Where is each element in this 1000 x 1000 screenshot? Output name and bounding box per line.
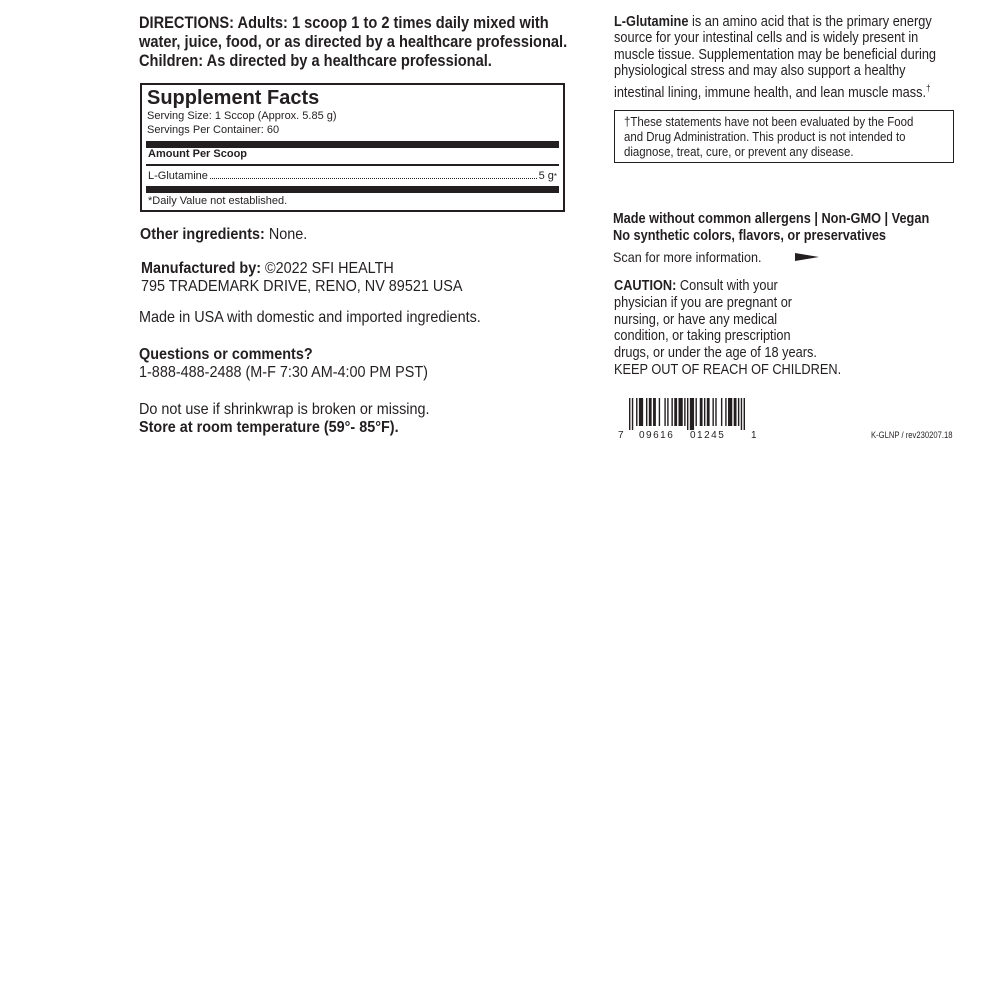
made-in-statement (139, 309, 519, 327)
caution-label: CAUTION: (614, 278, 677, 294)
manufacturer-company: ©2022 SFI HEALTH (265, 260, 394, 277)
barcode-bar (721, 398, 722, 426)
serving-info (147, 109, 337, 137)
barcode-bar (690, 398, 694, 430)
barcode-right-group: 01245 (690, 430, 726, 441)
barcode-bar (664, 398, 665, 426)
barcode-bar (741, 398, 742, 430)
barcode-bar (636, 398, 637, 426)
barcode-left-group: 09616 (639, 430, 675, 441)
scan-prompt (613, 249, 778, 265)
thick-divider (146, 141, 559, 148)
product-code-text: K-GLNP / rev230207.18 (871, 430, 953, 440)
barcode-bar (707, 398, 710, 426)
barcode-bar (674, 398, 677, 426)
directions-line-1: DIRECTIONS: Adults: 1 scoop 1 to 2 times daily mixed with (139, 13, 549, 32)
directions-line-3: Children: As directed by a healthcare professional. (139, 51, 492, 70)
fda-disclaimer-box (614, 110, 954, 163)
barcode-bar (738, 398, 739, 426)
servings-per-container: Servings Per Container: 60 (147, 124, 280, 136)
caution-line-4: condition, or taking prescription (614, 328, 791, 345)
caution-block (614, 278, 872, 379)
barcode-bar (715, 398, 716, 426)
fda-disclaimer-text (624, 114, 953, 159)
barcode-icon (629, 398, 745, 430)
disclaimer-line-3: diagnose, treat, cure, or prevent any disease. (624, 144, 854, 159)
directions-text (139, 13, 637, 70)
storage-temperature: Store at room temperature (59°- 85°F). (139, 419, 399, 436)
disclaimer-line-2: and Drug Administration. This product is not intended to (624, 129, 906, 144)
barcode-bar (639, 398, 643, 426)
disclaimer-line-1: †These statements have not been evaluated by the Food (624, 114, 914, 129)
product-description (614, 14, 980, 101)
other-ingredients-label: Other ingredients: (140, 226, 265, 243)
caution-line-6: KEEP OUT OF REACH OF CHILDREN. (614, 361, 842, 378)
barcode-bar (667, 398, 668, 426)
supplement-facts-title: Supplement Facts (147, 87, 320, 109)
allergen-line-2: No synthetic colors, flavors, or preservatives (613, 228, 887, 244)
shrinkwrap-warning: Do not use if shrinkwrap is broken or missing. (139, 401, 430, 418)
questions-block (139, 346, 460, 382)
dagger-mark: † (926, 82, 931, 93)
caution-line-2: physician if you are pregnant or (614, 294, 793, 311)
phone-number: 1-888-488-2488 (M-F 7:30 AM-4:00 PM PST) (139, 364, 428, 381)
barcode-bar (712, 398, 713, 426)
description-line-1: is an amino acid that is the primary energy (688, 14, 932, 30)
directions-line-2: water, juice, food, or as directed by a healthcare professional. (139, 32, 568, 51)
caution-line-1: Consult with your (676, 278, 778, 294)
barcode-digit-last: 1 (751, 430, 757, 441)
barcode-bar (684, 398, 685, 426)
description-line-3: muscle tissue. Supplementation may be beneficial during (614, 46, 937, 63)
barcode-bar (679, 398, 683, 426)
barcode-digit-first: 7 (618, 430, 624, 441)
ingredient-row (148, 170, 557, 184)
supplement-facts-panel (140, 83, 565, 212)
barcode-bar (649, 398, 652, 426)
barcode-bar (629, 398, 630, 430)
description-line-5: intestinal lining, immune health, and lean muscle mass. (614, 84, 927, 101)
ingredient-mark: * (553, 172, 557, 181)
barcode-bar (734, 398, 737, 426)
scan-text: Scan for more information. (613, 249, 762, 265)
amount-per-scoop-header: Amount Per Scoop (148, 148, 248, 160)
manufacturer-address: 795 TRADEMARK DRIVE, RENO, NV 89521 USA (141, 278, 463, 295)
barcode-bar (659, 398, 660, 426)
thin-divider (146, 164, 559, 166)
manufacturer-info (141, 260, 498, 296)
daily-value-footnote: *Daily Value not established. (148, 195, 288, 207)
other-ingredients (140, 226, 326, 244)
ingredient-amount: 5 g (538, 170, 554, 182)
caution-line-5: drugs, or under the age of 18 years. (614, 345, 817, 362)
arrow-right-icon (795, 253, 819, 261)
caution-line-3: nursing, or have any medical (614, 311, 778, 328)
barcode-bar (725, 398, 726, 426)
barcode-bar (671, 398, 672, 426)
barcode-bar (728, 398, 732, 426)
questions-label: Questions or comments? (139, 346, 313, 363)
storage-info (139, 401, 462, 437)
ingredient-name: L-Glutamine (148, 170, 208, 182)
barcode-bar (632, 398, 633, 430)
product-code (871, 430, 967, 440)
allergen-statement (613, 211, 972, 245)
barcode-bar (653, 398, 656, 426)
other-ingredients-value: None. (268, 226, 308, 243)
product-name: L-Glutamine (614, 14, 689, 30)
description-line-2: source for your intestinal cells and is widely present in (614, 30, 919, 47)
description-line-4: physiological stress and may also support a healthy (614, 63, 906, 80)
manufacturer-label: Manufactured by: (141, 260, 262, 277)
serving-size: Serving Size: 1 Sccop (Approx. 5.85 g) (147, 110, 337, 122)
made-in-text: Made in USA with domestic and imported ingredients. (139, 309, 481, 326)
allergen-line-1: Made without common allergens | Non-GMO | Vegan (613, 211, 930, 227)
barcode-bar (704, 398, 705, 426)
barcode-bar (700, 398, 703, 426)
barcode-bar (687, 398, 688, 430)
barcode-bar (695, 398, 696, 426)
barcode-bar (646, 398, 647, 426)
dot-leader (210, 178, 537, 179)
barcode-bar (744, 398, 745, 430)
thick-divider (146, 186, 559, 193)
